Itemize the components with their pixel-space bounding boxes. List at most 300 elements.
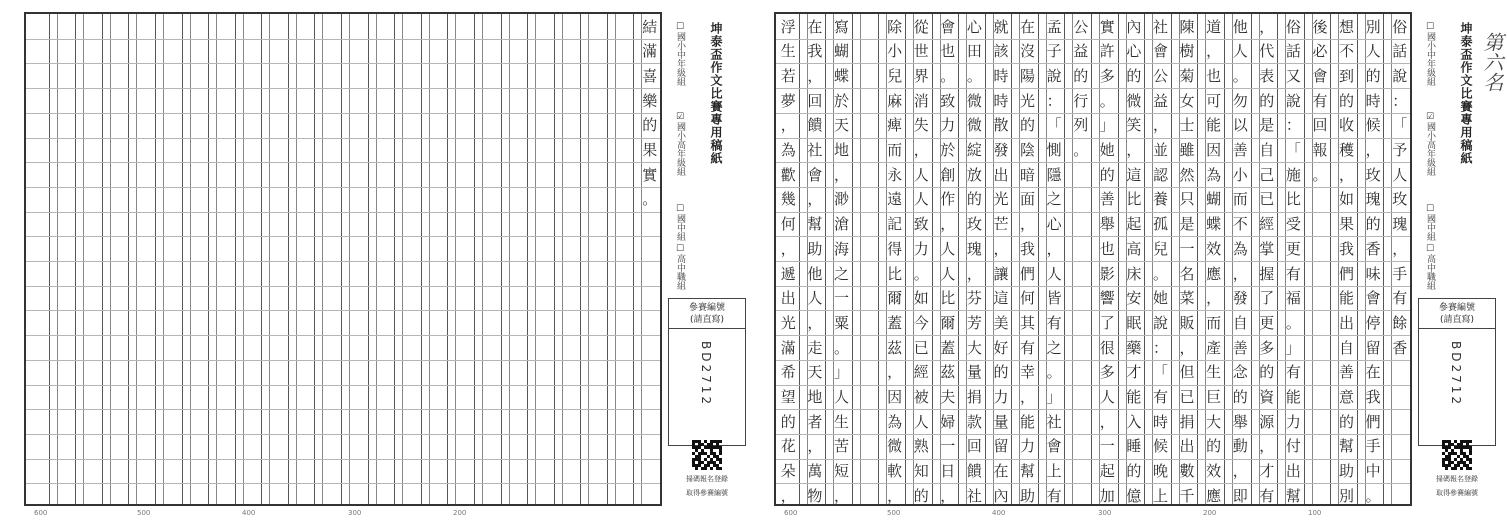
essay-char: 留: [993, 437, 1009, 456]
essay-char: 別: [1339, 486, 1355, 505]
essay-char: ，: [833, 165, 849, 184]
grid-line: [776, 236, 1410, 237]
grid-line: [26, 261, 660, 262]
essay-char: 子: [1046, 42, 1062, 61]
essay-char: ，: [940, 486, 956, 505]
essay-char: 然: [1179, 165, 1195, 184]
essay-char: 因: [1206, 141, 1222, 159]
essay-char: 果: [642, 141, 658, 159]
essay-char: 也: [1206, 66, 1222, 85]
essay-char: 穫: [1339, 141, 1355, 159]
essay-char: 床: [1126, 264, 1142, 283]
essay-char: 我: [1365, 388, 1381, 406]
essay-char: 別: [1365, 17, 1381, 36]
essay-char: 回: [966, 437, 982, 456]
essay-char: 玫: [1392, 190, 1408, 209]
essay-char: 其: [1020, 313, 1036, 332]
essay-char: 的: [780, 412, 796, 431]
essay-char: 何: [1020, 289, 1036, 308]
qr-caption: 掃碼報名登錄: [1436, 475, 1478, 483]
essay-char: 如: [913, 289, 929, 308]
essay-char: 人: [913, 165, 929, 184]
essay-char: 生: [833, 412, 849, 431]
grid-line: [26, 409, 660, 410]
essay-char: 陰: [1020, 141, 1036, 159]
essay-char: 綻: [966, 141, 982, 159]
essay-char: 女: [1179, 91, 1195, 110]
essay-char: 中: [1365, 462, 1381, 481]
essay-char: ，: [833, 486, 849, 505]
essay-char: 列: [1073, 116, 1089, 135]
essay-char: 行: [1073, 91, 1089, 110]
essay-char: 微: [887, 437, 903, 456]
ruler-mark: 200: [1203, 509, 1217, 517]
grid-line: [26, 236, 660, 237]
category-checkbox[interactable]: ☐: [675, 22, 685, 32]
left-sheet: [0, 0, 750, 530]
essay-char: 會: [1152, 42, 1168, 61]
essay-char: 人: [940, 264, 956, 283]
essay-char: 比: [887, 264, 903, 283]
ruler-mark: 400: [242, 509, 256, 517]
essay-char: 玫: [1365, 165, 1381, 184]
essay-char: 資: [1259, 388, 1275, 406]
essay-char: 這: [1126, 165, 1142, 184]
form-title: 坤泰盃作文比賽專用稿紙: [1459, 22, 1473, 165]
category-option[interactable]: [674, 112, 687, 176]
essay-char: 實: [642, 165, 658, 184]
category-checkbox[interactable]: ☑: [675, 112, 685, 122]
entry-hint: (請直寫): [689, 315, 725, 325]
essay-char: 短: [833, 462, 849, 481]
essay-char: 經: [1259, 215, 1275, 234]
essay-char: 我: [1339, 239, 1355, 258]
essay-char: 朵: [780, 462, 796, 481]
essay-char: 我: [807, 42, 823, 61]
essay-char: ，: [1259, 437, 1275, 456]
grid-line: [26, 63, 660, 64]
essay-char: ：: [1392, 91, 1408, 110]
essay-char: 孟: [1046, 17, 1062, 36]
essay-char: 報: [1312, 141, 1328, 159]
essay-char: 時: [1365, 91, 1381, 110]
essay-char: 知: [913, 462, 929, 481]
essay-char: 微: [966, 91, 982, 110]
essay-char: ，: [807, 313, 823, 332]
essay-char: 候: [1152, 437, 1168, 456]
essay-char: ，: [887, 486, 903, 505]
essay-char: 作: [940, 190, 956, 209]
essay-char: ，: [1365, 141, 1381, 159]
essay-char: 人: [1365, 42, 1381, 61]
essay-char: 藥: [1126, 338, 1142, 357]
essay-char: 說: [1152, 313, 1168, 332]
essay-char: 比: [940, 289, 956, 308]
grid-line: [26, 286, 660, 287]
essay-char: 手: [1365, 437, 1381, 456]
essay-char: 代: [1259, 42, 1275, 61]
essay-char: 有: [1312, 91, 1328, 110]
essay-char: ：: [1285, 116, 1301, 135]
essay-char: 蝶: [1206, 215, 1222, 234]
essay-char: 」: [1285, 338, 1301, 357]
essay-char: 有: [1046, 486, 1062, 505]
essay-char: 餘: [1392, 313, 1408, 332]
essay-char: 發: [1232, 289, 1248, 308]
essay-char: 蓋: [940, 338, 956, 357]
category-checkbox[interactable]: ☐: [1425, 244, 1435, 254]
essay-char: 之: [833, 264, 849, 283]
qr-caption: 掃碼報名登錄: [686, 475, 728, 483]
grid-line: [776, 187, 1410, 188]
essay-char: 會: [1365, 289, 1381, 308]
essay-char: 兒: [887, 66, 903, 85]
writing-grid-right: [774, 12, 1412, 506]
essay-char: 能: [1285, 388, 1301, 406]
essay-char: 幫: [1339, 437, 1355, 456]
essay-char: 軟: [887, 462, 903, 481]
essay-char: 」: [1046, 388, 1062, 406]
essay-char: 多: [1099, 363, 1115, 382]
essay-char: 散: [993, 116, 1009, 135]
essay-char: 創: [940, 165, 956, 184]
category-checkbox[interactable]: ☐: [675, 204, 685, 214]
essay-char: 回: [807, 91, 823, 110]
essay-char: 蝴: [833, 42, 849, 61]
essay-char: 會: [1312, 66, 1328, 85]
essay-char: 微: [1126, 91, 1142, 110]
category-option[interactable]: [1424, 244, 1437, 290]
essay-char: 到: [1339, 66, 1355, 85]
essay-char: 不: [1339, 42, 1355, 61]
essay-char: 上: [1152, 486, 1168, 505]
essay-char: 一: [1179, 239, 1195, 258]
essay-char: 致: [940, 91, 956, 110]
grid-line: [776, 310, 1410, 311]
grid-line: [26, 483, 660, 484]
essay-char: 微: [966, 116, 982, 135]
essay-char: 世: [913, 42, 929, 61]
essay-char: 他: [1232, 17, 1248, 36]
essay-char: 而: [1232, 190, 1248, 209]
category-option[interactable]: [1424, 204, 1437, 241]
essay-char: 自: [1339, 338, 1355, 357]
essay-char: 地: [807, 388, 823, 406]
grid-line: [26, 335, 660, 336]
essay-char: 內: [1126, 17, 1142, 36]
essay-char: 了: [1259, 289, 1275, 308]
essay-char: 也: [1099, 239, 1115, 258]
grid-line: [26, 212, 660, 213]
form-sidebar-left: [662, 12, 750, 506]
essay-char: 被: [913, 388, 929, 406]
essay-char: 滄: [833, 215, 849, 234]
essay-char: 蓋: [887, 313, 903, 332]
category-option[interactable]: [674, 244, 687, 290]
essay-char: ，: [913, 141, 929, 159]
essay-char: 更: [1259, 313, 1275, 332]
essay-char: 笑: [1126, 116, 1142, 135]
essay-char: 入: [1126, 412, 1142, 431]
essay-char: 「: [1392, 116, 1408, 135]
essay-char: 人: [807, 289, 823, 308]
essay-char: 效: [1206, 239, 1222, 258]
essay-char: 以: [1232, 116, 1248, 135]
essay-char: 喜: [642, 66, 658, 85]
essay-char: 高: [1126, 239, 1142, 258]
essay-char: 的: [1339, 91, 1355, 110]
essay-char: 瑰: [1392, 215, 1408, 234]
category-option[interactable]: [1424, 112, 1437, 176]
essay-char: 能: [1020, 412, 1036, 431]
essay-char: 一: [1099, 437, 1115, 456]
essay-char: 有: [1285, 264, 1301, 283]
essay-char: 物: [807, 486, 823, 505]
essay-char: 捐: [1179, 412, 1195, 431]
essay-char: 滿: [780, 338, 796, 357]
essay-char: 的: [1259, 91, 1275, 110]
essay-char: ，: [780, 239, 796, 258]
essay-char: 付: [1285, 437, 1301, 456]
essay-char: 大: [1206, 412, 1222, 431]
essay-char: 粟: [833, 313, 849, 332]
essay-char: 生: [780, 42, 796, 61]
essay-char: 。: [1046, 363, 1062, 382]
essay-char: 眠: [1126, 313, 1142, 332]
form-title: 坤泰盃作文比賽專用稿紙: [709, 22, 723, 165]
essay-char: 的: [1339, 412, 1355, 431]
essay-char: 社: [807, 141, 823, 159]
essay-char: 失: [913, 116, 929, 135]
essay-char: 公: [1073, 17, 1089, 36]
essay-char: 意: [1339, 388, 1355, 406]
category-option[interactable]: [674, 204, 687, 241]
essay-char: 茲: [940, 363, 956, 382]
essay-char: 幫: [1285, 486, 1301, 505]
essay-char: ，: [1020, 388, 1036, 406]
category-checkbox[interactable]: ☑: [1425, 112, 1435, 122]
essay-char: 蝴: [1206, 190, 1222, 209]
essay-char: 自: [1232, 313, 1248, 332]
essay-char: 寫: [833, 17, 849, 36]
essay-char: 果: [1339, 215, 1355, 234]
essay-char: 時: [1152, 412, 1168, 431]
essay-char: 樹: [1179, 42, 1195, 61]
essay-char: 而: [887, 141, 903, 159]
essay-char: 已: [913, 338, 929, 357]
essay-char: 小: [887, 42, 903, 61]
essay-char: 自: [1259, 141, 1275, 159]
essay-char: 。: [1312, 165, 1328, 184]
essay-char: 遠: [887, 190, 903, 209]
essay-char: 善: [1099, 190, 1115, 209]
essay-char: 更: [1285, 239, 1301, 258]
essay-char: 助: [1020, 486, 1036, 505]
essay-char: 的: [966, 190, 982, 209]
essay-char: 。: [642, 190, 658, 209]
essay-char: 後: [1312, 17, 1328, 36]
essay-char: 了: [1099, 313, 1115, 332]
essay-char: 陳: [1179, 17, 1195, 36]
essay-char: 起: [1099, 462, 1115, 481]
essay-char: 地: [833, 141, 849, 159]
essay-char: 捐: [966, 388, 982, 406]
category-label: 國小中年級組: [1425, 32, 1435, 86]
essay-char: 從: [913, 17, 929, 36]
essay-char: 心: [1126, 42, 1142, 61]
essay-char: 受: [1285, 215, 1301, 234]
essay-char: 善: [1339, 363, 1355, 382]
essay-char: 「: [1285, 141, 1301, 159]
essay-char: 勿: [1232, 91, 1248, 110]
essay-char: ，: [1232, 264, 1248, 283]
writing-grid-left: [24, 12, 662, 506]
essay-char: 影: [1099, 264, 1115, 283]
category-option[interactable]: [674, 22, 687, 86]
essay-char: 幸: [1020, 363, 1036, 382]
category-label: 高中職組: [675, 254, 685, 290]
essay-char: 款: [966, 412, 982, 431]
essay-char: ，: [780, 116, 796, 135]
essay-char: 的: [1099, 165, 1115, 184]
essay-char: 永: [887, 165, 903, 184]
essay-char: 已: [1259, 190, 1275, 209]
grid-line: [26, 187, 660, 188]
essay-char: 菊: [1179, 66, 1195, 85]
essay-char: 又: [1285, 66, 1301, 85]
essay-char: 的: [1365, 66, 1381, 85]
essay-char: ，: [1126, 141, 1142, 159]
essay-char: 比: [1126, 190, 1142, 209]
essay-char: 在: [1020, 17, 1036, 36]
essay-char: 表: [1259, 66, 1275, 85]
ruler-mark: 300: [348, 509, 362, 517]
essay-char: 能: [1206, 116, 1222, 135]
essay-char: 麻: [887, 91, 903, 110]
essay-char: 力: [913, 239, 929, 258]
essay-char: 己: [1259, 165, 1275, 184]
essay-char: 。: [1232, 66, 1248, 85]
essay-char: 助: [1339, 462, 1355, 481]
category-checkbox[interactable]: ☐: [675, 244, 685, 254]
essay-char: 為: [780, 141, 796, 159]
essay-char: 芳: [966, 313, 982, 332]
essay-char: 量: [966, 363, 982, 382]
grid-line: [26, 434, 660, 435]
essay-char: 萬: [807, 462, 823, 481]
essay-char: ，: [1206, 289, 1222, 308]
essay-char: 人: [1392, 165, 1408, 184]
essay-char: ，: [1179, 338, 1195, 357]
grid-line: [776, 385, 1410, 386]
essay-char: 說: [1046, 66, 1062, 85]
essay-char: 力: [1285, 412, 1301, 431]
essay-char: 香: [1365, 239, 1381, 258]
essay-char: 該: [993, 42, 1009, 61]
category-label: 國中組: [675, 214, 685, 241]
entry-number-box[interactable]: [668, 298, 746, 446]
essay-char: ，: [807, 437, 823, 456]
grid-line: [26, 310, 660, 311]
category-option[interactable]: [1424, 22, 1437, 86]
essay-char: 動: [1232, 437, 1248, 456]
essay-char: 效: [1206, 462, 1222, 481]
essay-char: 並: [1152, 141, 1168, 159]
essay-char: 爾: [940, 313, 956, 332]
essay-char: 念: [1232, 363, 1248, 382]
essay-char: 出: [1285, 462, 1301, 481]
entry-hint: (請直寫): [1439, 315, 1475, 325]
essay-char: 已: [1179, 388, 1195, 406]
essay-char: 會: [940, 17, 956, 36]
essay-char: 一: [833, 289, 849, 308]
essay-char: 的: [1365, 215, 1381, 234]
essay-char: 掌: [1259, 239, 1275, 258]
essay-char: 時: [993, 91, 1009, 110]
essay-char: 致: [913, 215, 929, 234]
essay-char: 。: [1152, 264, 1168, 283]
essay-char: 之: [1046, 190, 1062, 209]
essay-char: 生: [1206, 363, 1222, 382]
essay-char: 的: [642, 116, 658, 135]
essay-char: 施: [1285, 165, 1301, 184]
judge-signature: 第六名: [1480, 32, 1504, 92]
essay-char: ，: [1392, 239, 1408, 258]
essay-char: 玫: [966, 215, 982, 234]
essay-char: 遞: [780, 264, 796, 283]
essay-char: 心: [966, 17, 982, 36]
essay-char: 「: [1046, 116, 1062, 135]
essay-char: ，: [966, 264, 982, 283]
essay-char: 。: [966, 66, 982, 85]
essay-char: 何: [780, 215, 796, 234]
grid-line: [26, 385, 660, 386]
essay-char: 晚: [1152, 462, 1168, 481]
ruler-mark: 400: [992, 509, 1006, 517]
category-checkbox[interactable]: ☐: [1425, 22, 1435, 32]
essay-char: 在: [807, 17, 823, 36]
essay-char: 人: [913, 190, 929, 209]
ruler-mark: 100: [1308, 509, 1322, 517]
essay-char: 蝶: [833, 66, 849, 85]
essay-char: 因: [887, 388, 903, 406]
essay-char: 而: [1206, 313, 1222, 332]
essay-char: 痺: [887, 116, 903, 135]
essay-char: 舉: [1232, 412, 1248, 431]
essay-char: 說: [1285, 91, 1301, 110]
essay-char: 者: [807, 412, 823, 431]
essay-char: 希: [780, 363, 796, 382]
essay-char: 苦: [833, 437, 849, 456]
essay-char: 瑰: [1365, 190, 1381, 209]
essay-char: 花: [780, 437, 796, 456]
grid-line: [776, 360, 1410, 361]
essay-char: 才: [1126, 363, 1142, 382]
essay-char: 才: [1259, 462, 1275, 481]
essay-char: 光: [993, 190, 1009, 209]
essay-char: 的: [1126, 462, 1142, 481]
essay-char: 。: [1365, 486, 1381, 505]
category-checkbox[interactable]: ☐: [1425, 204, 1435, 214]
essay-char: 芬: [966, 289, 982, 308]
essay-char: 這: [993, 289, 1009, 308]
entry-number-box[interactable]: [1418, 298, 1496, 446]
grid-line: [776, 212, 1410, 213]
essay-char: 留: [1365, 338, 1381, 357]
essay-char: 予: [1392, 141, 1408, 159]
grid-line: [26, 459, 660, 460]
essay-char: 們: [1365, 412, 1381, 431]
